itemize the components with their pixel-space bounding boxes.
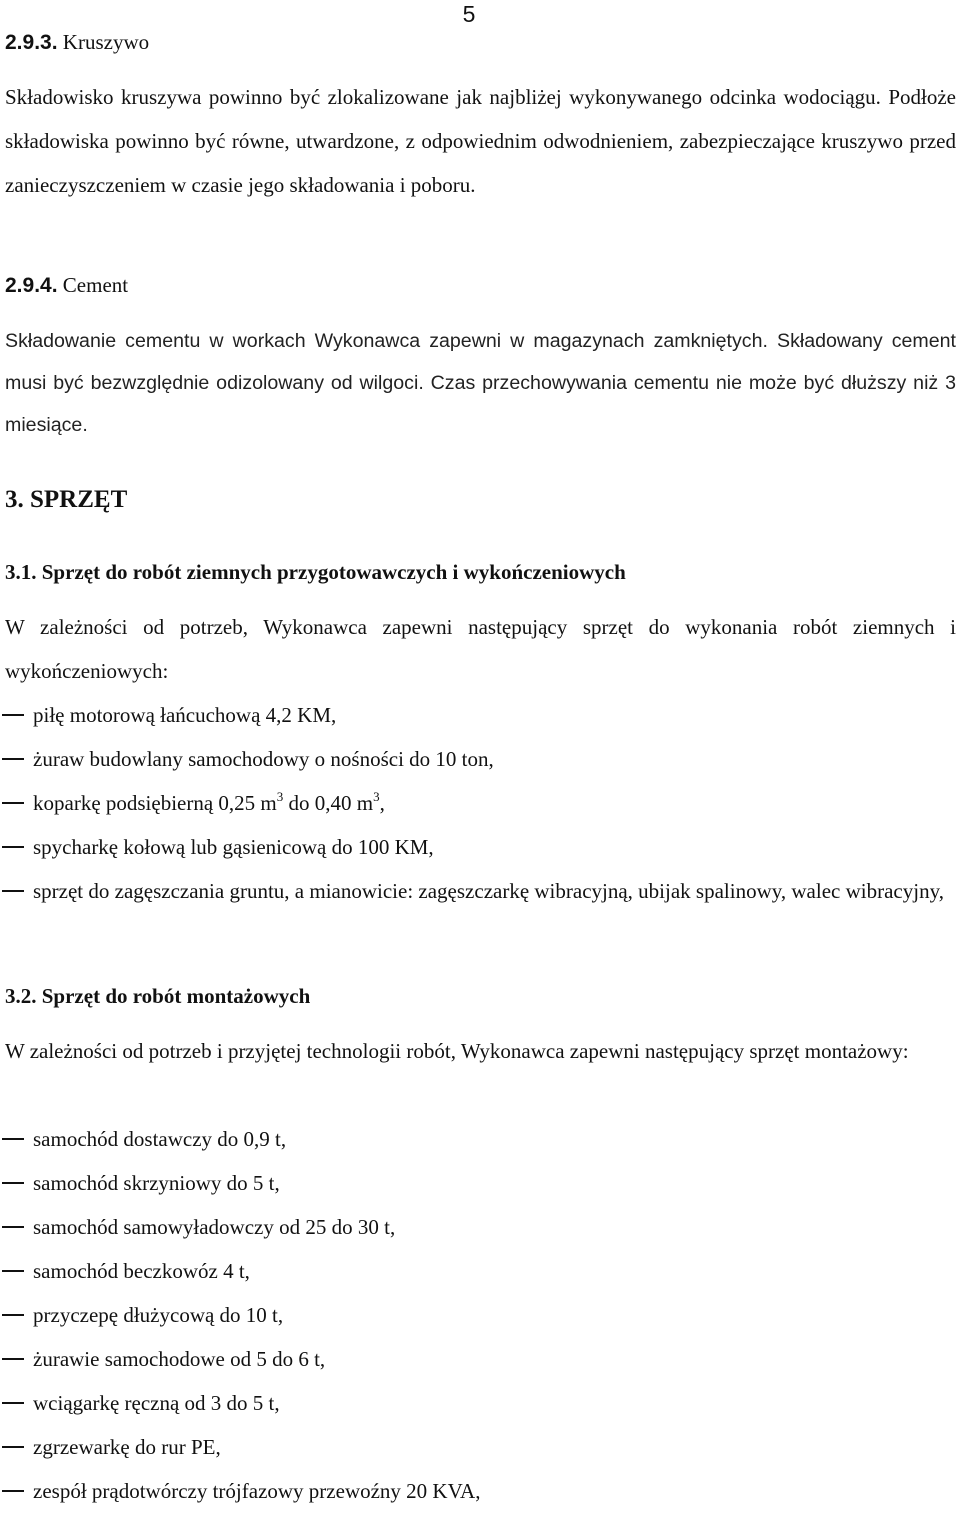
section-title: Kruszywo (62, 30, 150, 54)
section-heading-3-2: 3.2. Sprzęt do robót montażowych (5, 984, 311, 1008)
list-item: zgrzewarkę do rur PE, (33, 1435, 221, 1459)
superscript: 3 (276, 789, 284, 804)
section-number: 2.9.4. (5, 274, 58, 297)
paragraph-3-1-intro: W zależności od potrzeb, Wykonawca zapewni następujący sprzęt do wykonania robót ziemnych i wykończeniowych: (5, 615, 956, 683)
list-item: samochód skrzyniowy do 5 t, (33, 1171, 280, 1195)
page-number: 5 (462, 1, 476, 27)
equipment-list-assembly (0, 1117, 956, 1513)
section-heading-2-9-3 (5, 28, 149, 57)
chapter-heading-sprzet: 3. SPRZĘT (5, 486, 128, 513)
list-item: żurawie samochodowe od 5 do 6 t, (33, 1347, 326, 1371)
paragraph-kruszywo: Składowisko kruszywa powinno być zlokalizowane jak najbliżej wykonywanego odcinka wodociągu. Podłoże składowiska powinno być równe, utwardzone, z odpowiednim odwodnieniem, zabezpieczające kruszywo przed zanieczyszczeniem w czasie jego składowania i poboru. (5, 85, 956, 197)
list-item: sprzęt do zagęszczania gruntu, a mianowicie: zagęszczarkę wibracyjną, ubijak spalinowy, walec wibracyjny, (33, 879, 944, 903)
section-number: 2.9.3. (5, 31, 58, 54)
section-heading-2-9-4 (5, 263, 128, 308)
equipment-list-earthworks (0, 693, 956, 913)
list-item: żuraw budowlany samochodowy o nośności do 10 ton, (33, 747, 494, 771)
paragraph-cement: Składowanie cementu w workach Wykonawca zapewni w magazynach zamkniętych. Składowany cement musi być bezwzględnie odizolowany od wilgoci. Czas przechowywania cementu nie może być dłuższy niż 3 miesiące. (5, 330, 956, 436)
list-item: samochód beczkowóz 4 t, (33, 1259, 250, 1283)
list-item: wciągarkę ręczną od 3 do 5 t, (33, 1391, 280, 1415)
section-heading-3-1: 3.1. Sprzęt do robót ziemnych przygotowawczych i wykończeniowych (5, 560, 626, 584)
list-item: samochód samowyładowczy od 25 do 30 t, (33, 1215, 396, 1239)
list-item: samochód dostawczy do 0,9 t, (33, 1127, 287, 1151)
list-item: koparkę podsiębierną 0,25 $m^3$ do 0,40 $m^3$, (33, 789, 385, 815)
list-item: spycharkę kołową lub gąsienicową do 100 KM, (33, 835, 434, 859)
list-item: zespół prądotwórczy trójfazowy przewoźny 20 KVA, (33, 1479, 481, 1503)
paragraph-3-2-intro: W zależności od potrzeb i przyjętej technologii robót, Wykonawca zapewni następujący sprzęt montażowy: (5, 1039, 909, 1063)
superscript: 3 (373, 789, 380, 804)
list-item: piłę motorową łańcuchową 4,2 KM, (33, 703, 337, 727)
list-item: przyczepę dłużycową do 10 t, (33, 1303, 284, 1327)
section-title: Cement (62, 273, 129, 297)
